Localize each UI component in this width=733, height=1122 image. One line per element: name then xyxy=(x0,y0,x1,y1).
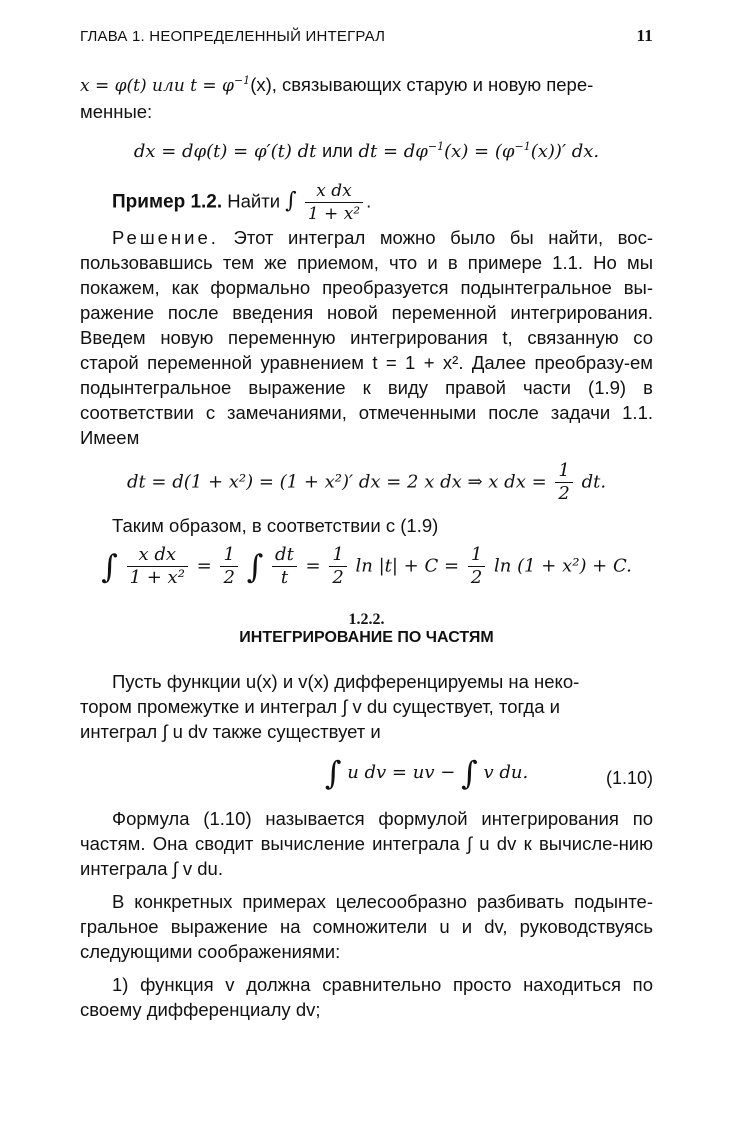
running-header xyxy=(80,26,653,46)
intro-line-1: x = φ(t) или $t = \varphi^{-1}(x)$, связывающих старую и новую пере- xyxy=(80,74,594,97)
chapter-title: ГЛАВА 1. НЕОПРЕДЕЛЕННЫЙ ИНТЕГРАЛ xyxy=(80,28,386,45)
equation-dx: dx = dφ(t) = φ′(t) dt или dt = $d\varphi^{-1}(x) = (\varphi^{-1}(x))'$ dx. xyxy=(133,140,600,163)
formula-paragraph: Формула (1.10) называется формулой интегрирования по частям. Она сводит вычисление интеграла ∫ u dv к вычисле-нию интеграла ∫ v du. xyxy=(80,808,653,880)
equation-parts: ∫ u dv = uv − ∫ v du. (1.10) xyxy=(324,754,653,793)
parts-line-2: тором промежутке и интеграл ∫ v du существует, тогда и xyxy=(80,696,560,718)
equation-dt: dt = d(1 + x²) = (1 + x²)′ dx = 2 x dx ⇒ x dx = $\frac{1}{2}$ dt. xyxy=(126,460,607,505)
intro-math-pre: x = φ(t) или t = φ xyxy=(80,76,234,97)
intro-line-2: менные: xyxy=(80,101,153,123)
equation-integral: ∫ $\frac{\text{x dx}}{\text{1 + x²}}$ = $\frac{1}{2}$ ∫ $\frac{dt}{t}$ = $\frac{1}{2}$ ln |t| + C = $\frac{1}{2}$ ln (1 + x²) + C. xyxy=(101,544,632,589)
parts-line-1: Пусть функции u(x) и v(x) дифференцируемы на неко- xyxy=(112,671,580,693)
parts-line-3: интеграл ∫ u dv также существует и xyxy=(80,721,381,743)
item-1-paragraph: 1) функция v должна сравнительно просто находиться по своему дифференциалу dv; xyxy=(80,974,653,1021)
example-fraction: $\frac{\text{x dx}}{\text{1 + x²}}$ xyxy=(305,180,363,225)
example-task: Найти xyxy=(227,190,281,212)
solution-paragraph xyxy=(80,225,653,450)
intro-text-post: (x), связывающих старую и новую пере- xyxy=(250,74,594,96)
concrete-paragraph: В конкретных примерах целесообразно разбивать подынте-гральное выражение на сомножители u и dv, руководствуясь следующими соображениями: xyxy=(80,891,653,963)
example-title: Пример 1.2. xyxy=(112,191,223,213)
equation-number: (1.10) xyxy=(605,768,653,789)
section-number: 1.2.2. xyxy=(348,611,385,629)
page-number: 11 xyxy=(636,26,653,45)
thus-line: Таким образом, в соответствии с (1.9) xyxy=(112,515,439,537)
example-heading: Пример 1.2. Найти ∫ $\frac{\text{x dx}}{\text{1 + x²}}$ . xyxy=(112,181,372,225)
section-title: ИНТЕГРИРОВАНИЕ ПО ЧАСТЯМ xyxy=(239,629,494,647)
page xyxy=(80,26,653,1022)
solution-label: Решение. xyxy=(112,227,219,249)
solution-text: Этот интеграл можно было бы найти, вос-пользовавшись тем же приемом, что и в примере 1.1. Но мы покажем, как формально преобразуется подынтегральное вы-ражение после введения новой переменной интегрирования. Введем новую переменную интегрирования t, связанную со старой переменной уравнением t = 1 + x². Далее преобразу-ем подынтегральное выражение к виду правой части (1.9) в соответствии с замечаниями, отмеченными после задачи 1.1. Имеем xyxy=(80,227,653,449)
